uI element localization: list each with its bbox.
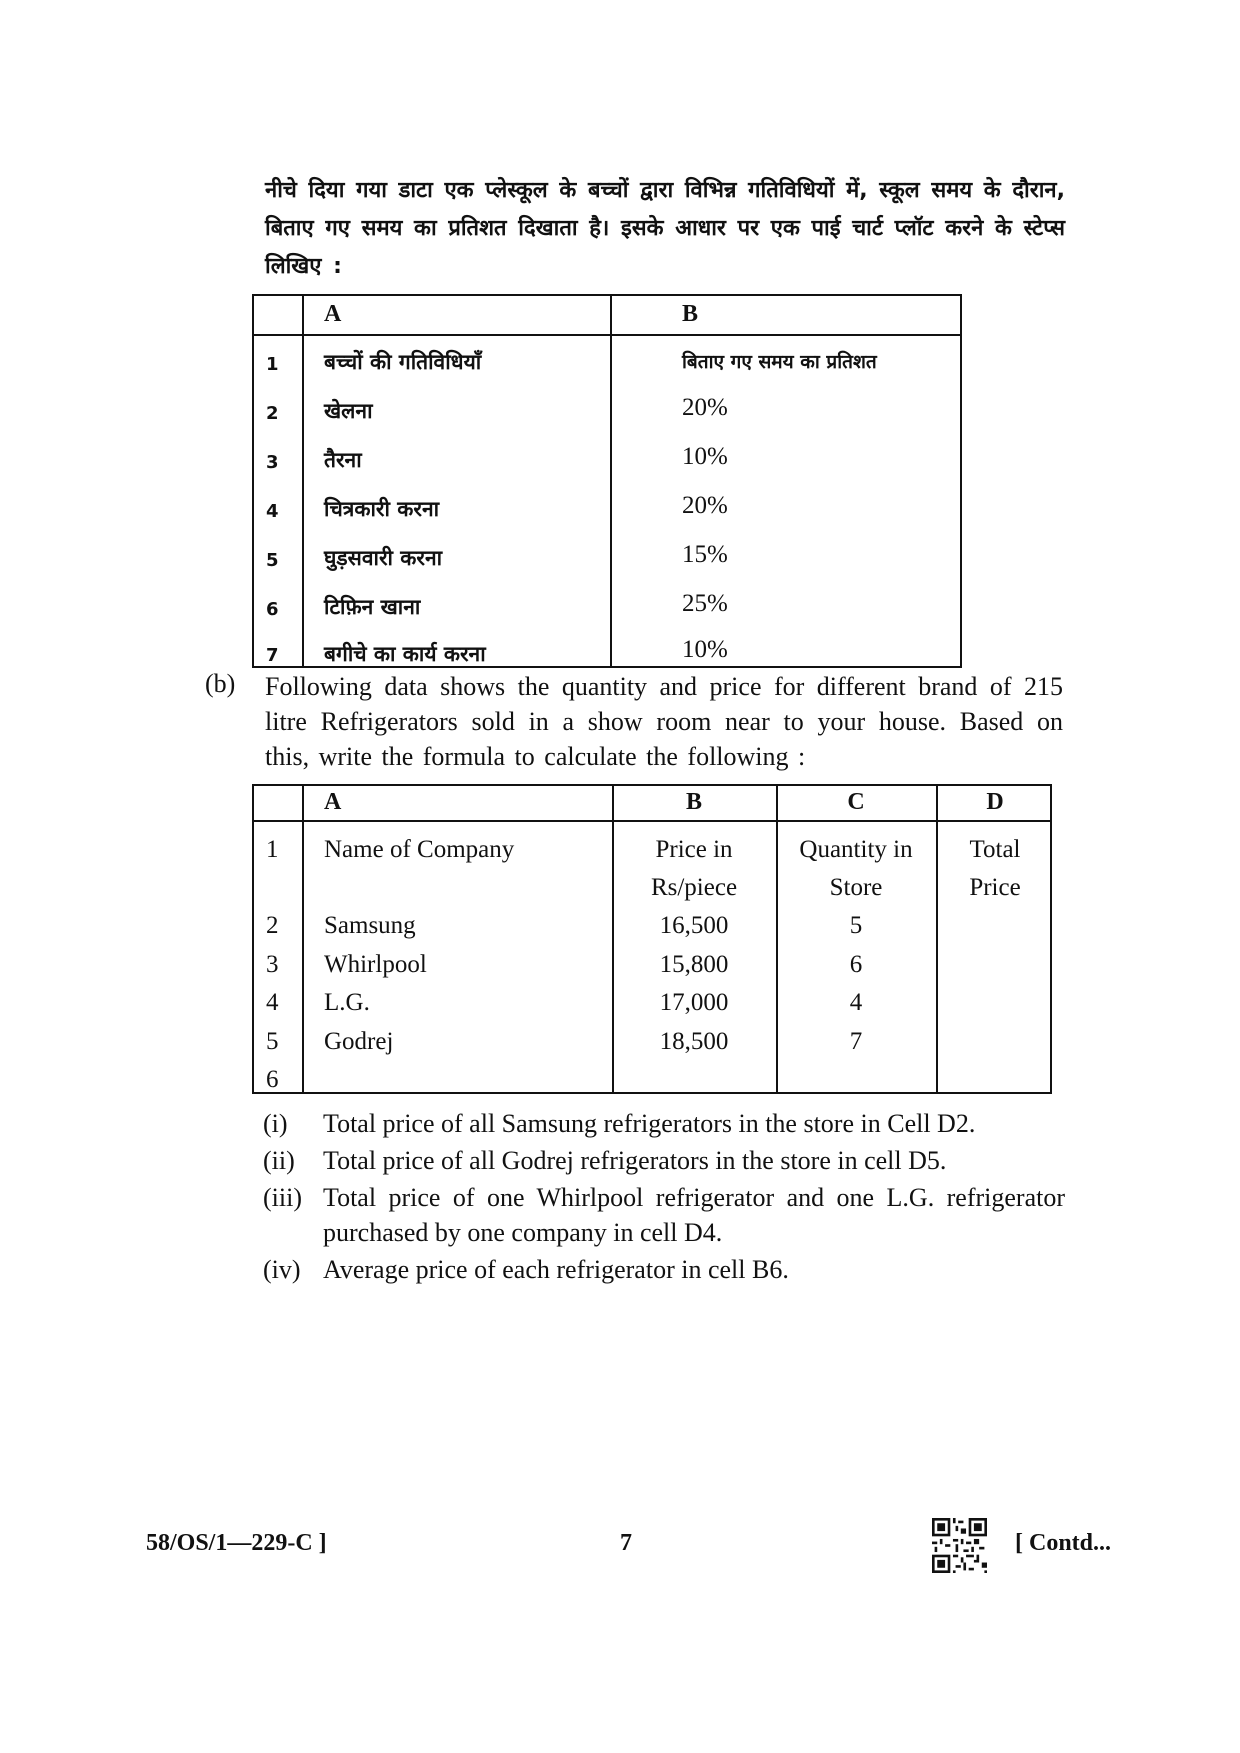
row-number: 6 — [266, 1066, 279, 1093]
percent-cell: 20% — [682, 492, 728, 519]
company-cell: L.G. — [324, 989, 370, 1016]
question-label: (iii) — [263, 1183, 302, 1212]
activity-cell: बच्चों की गतिविधियाँ — [324, 350, 482, 374]
row-number: 1 — [266, 354, 279, 375]
page-number: 7 — [620, 1530, 632, 1556]
company-cell: Whirlpool — [324, 951, 427, 978]
table-divider — [254, 820, 1050, 822]
column-header-c: C — [847, 789, 865, 815]
table-divider — [610, 296, 612, 666]
activity-cell: घुड़सवारी करना — [324, 546, 443, 570]
activity-cell: तैरना — [324, 448, 362, 472]
column-header-d: D — [986, 789, 1004, 815]
company-cell: Godrej — [324, 1028, 394, 1055]
intro-paragraph: नीचे दिया गया डाटा एक प्लेस्कूल के बच्चों द्वारा विभिन्न गतिविधियों में, स्कूल समय के दौरान, बिताए गए समय का प्रतिशत दिखाता है। इसके आधार पर एक पाई चार्ट प्लॉट करने के स्टेप्स लिखिए : — [265, 178, 1065, 279]
table-divider — [612, 786, 614, 1092]
percent-cell: 20% — [682, 394, 728, 421]
question-label: (ii) — [263, 1146, 295, 1175]
refrigerator-table — [252, 784, 1052, 1094]
quantity-header-line1: Quantity in — [799, 836, 913, 863]
continued-label: [ Contd... — [1015, 1530, 1112, 1556]
qr-code-icon — [932, 1518, 987, 1573]
activity-cell: खेलना — [324, 399, 373, 423]
company-header: Name of Company — [324, 836, 515, 863]
activity-cell: टिफ़िन खाना — [324, 595, 421, 619]
row-number: 2 — [266, 912, 279, 939]
column-header-a: A — [324, 301, 342, 327]
table-divider — [302, 786, 304, 1092]
activity-cell: चित्रकारी करना — [324, 497, 440, 521]
column-header-a: A — [324, 789, 342, 815]
question-text: Total price of all Samsung refrigerators in the store in Cell D2. — [323, 1109, 976, 1138]
percent-cell: 15% — [682, 541, 728, 568]
price-cell: 17,000 — [659, 989, 729, 1016]
question-label: (i) — [263, 1109, 288, 1138]
total-header-line2: Price — [969, 874, 1021, 901]
quantity-cell: 5 — [849, 912, 863, 939]
row-number: 4 — [266, 989, 279, 1016]
price-header-line1: Price in — [655, 836, 733, 863]
part-b-label: (b) — [205, 669, 236, 698]
part-b-text: Following data shows the quantity and price for different brand of 215 litre Refrigerators sold in a show room near to your house. Based on this, write the formula to calculate the following : — [265, 672, 1063, 771]
paper-code: 58/OS/1—229-C ] — [146, 1530, 327, 1556]
quantity-cell: 4 — [849, 989, 863, 1016]
row-number: 2 — [266, 403, 279, 424]
row-number: 6 — [266, 599, 279, 620]
company-cell: Samsung — [324, 912, 416, 939]
activities-table — [252, 294, 962, 668]
quantity-cell: 7 — [849, 1028, 863, 1055]
table-divider — [302, 296, 304, 666]
price-cell: 16,500 — [659, 912, 729, 939]
percent-cell: 10% — [682, 636, 728, 663]
question-text: Total price of all Godrej refrigerators in the store in cell D5. — [323, 1146, 947, 1175]
row-number: 7 — [266, 645, 279, 666]
percent-cell: 10% — [682, 443, 728, 470]
percent-cell: 25% — [682, 590, 728, 617]
question-label: (iv) — [263, 1255, 301, 1284]
row-number: 3 — [266, 951, 279, 978]
row-number: 5 — [266, 550, 279, 571]
question-text: Average price of each refrigerator in cell B6. — [323, 1255, 789, 1284]
total-header-line1: Total — [969, 836, 1021, 863]
row-number: 4 — [266, 501, 279, 522]
table-divider — [776, 786, 778, 1092]
table-divider — [254, 334, 960, 336]
price-header-line2: Rs/piece — [650, 874, 738, 901]
activity-cell: बगीचे का कार्य करना — [324, 642, 486, 666]
column-header-b: B — [682, 301, 699, 327]
quantity-header-line2: Store — [829, 874, 883, 901]
row-number: 3 — [266, 452, 279, 473]
question-text: Total price of one Whirlpool refrigerator and one L.G. refrigerator purchased by one company in cell D4. — [323, 1183, 1065, 1247]
column-header-b: B — [685, 789, 703, 815]
price-cell: 18,500 — [659, 1028, 729, 1055]
price-cell: 15,800 — [659, 951, 729, 978]
table-divider — [936, 786, 938, 1092]
row-number: 1 — [266, 836, 279, 863]
percent-cell: बिताए गए समय का प्रतिशत — [682, 351, 877, 373]
quantity-cell: 6 — [849, 951, 863, 978]
row-number: 5 — [266, 1028, 279, 1055]
